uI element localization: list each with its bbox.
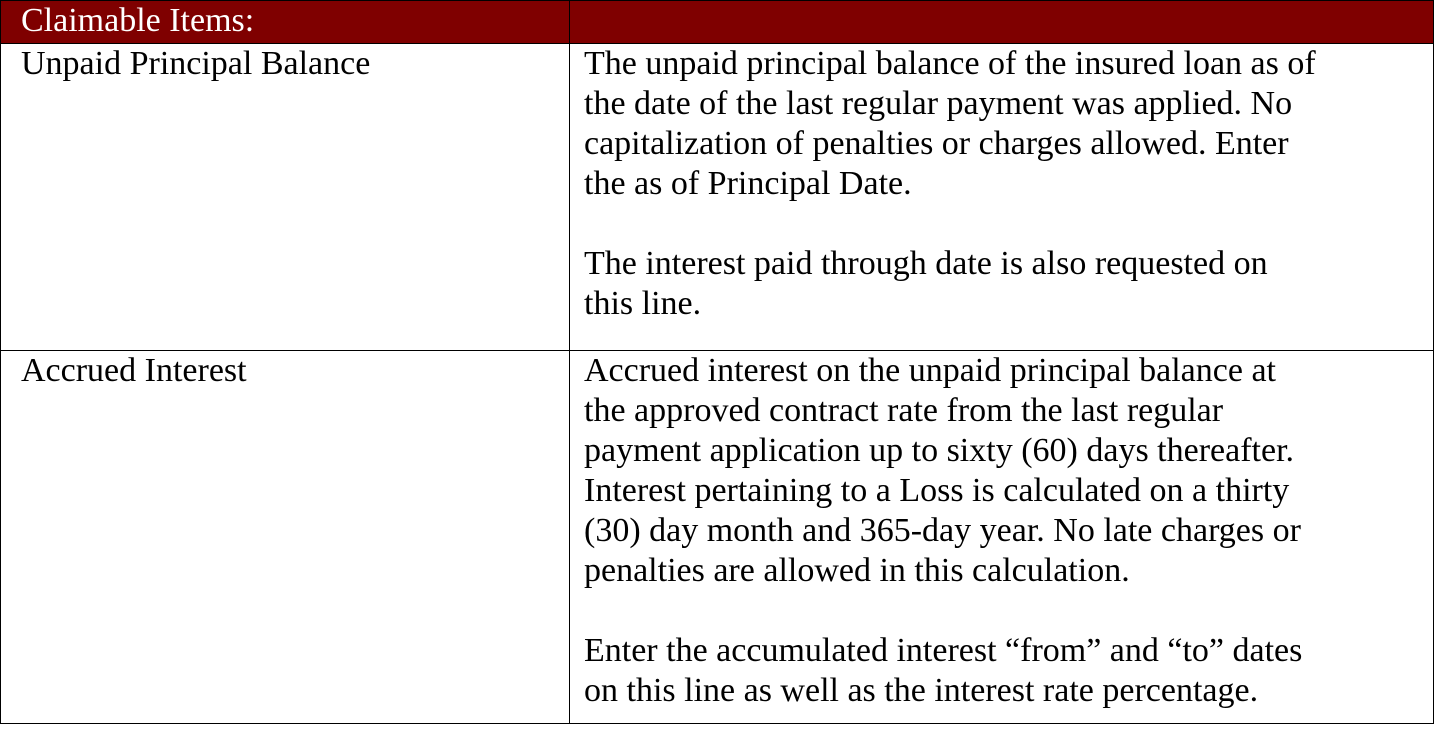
text-line: payment application up to sixty (60) days thereafter. — [584, 432, 1295, 469]
text-line: on this line as well as the interest rate percentage. — [584, 672, 1259, 709]
text-line: the as of Principal Date. — [584, 165, 912, 202]
table-row — [1, 44, 1434, 351]
description-paragraph — [584, 44, 1423, 204]
row-description — [570, 44, 1434, 351]
text-line: capitalization of penalties or charges allowed. Enter — [584, 125, 1289, 162]
row-description — [570, 351, 1434, 724]
row-label: Unpaid Principal Balance — [1, 44, 570, 351]
text-line: this line. — [584, 285, 702, 322]
description-paragraph — [584, 631, 1423, 711]
text-line: the approved contract rate from the last regular — [584, 392, 1224, 429]
description-paragraph — [584, 244, 1423, 324]
text-line: the date of the last regular payment was applied. No — [584, 85, 1293, 122]
text-line: Interest pertaining to a Loss is calculated on a thirty — [584, 472, 1290, 509]
row-label: Accrued Interest — [1, 351, 570, 724]
table-header-row — [1, 1, 1434, 44]
text-line: (30) day month and 365-day year. No late charges or — [584, 512, 1301, 549]
text-line: penalties are allowed in this calculation. — [584, 552, 1130, 589]
table-row — [1, 351, 1434, 724]
text-line: The interest paid through date is also requested on — [584, 245, 1268, 282]
text-line: Enter the accumulated interest “from” and “to” dates — [584, 632, 1303, 669]
header-cell-empty — [570, 1, 1434, 44]
paragraph-spacer — [584, 591, 1423, 631]
description-paragraph — [584, 351, 1423, 591]
header-cell-claimable-items: Claimable Items: — [1, 1, 570, 44]
text-line: The unpaid principal balance of the insured loan as of — [584, 45, 1316, 82]
text-line: Accrued interest on the unpaid principal balance at — [584, 352, 1276, 389]
paragraph-spacer — [584, 204, 1423, 244]
